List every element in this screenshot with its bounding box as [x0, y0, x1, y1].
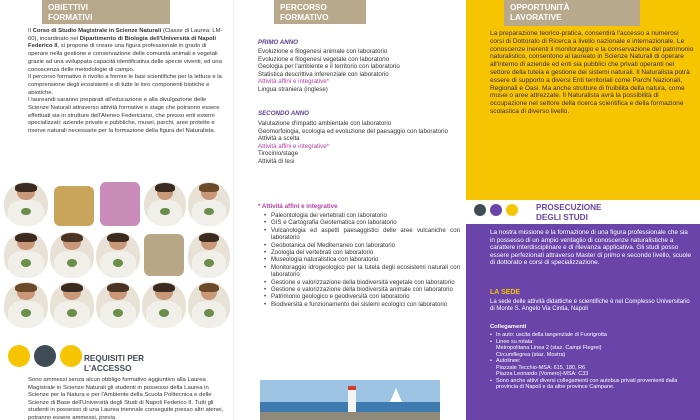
sede-text: La sede delle attività didattiche e scientifiche è nel Complesso Universitario di Monte S. Angelo Via Cintia, Napoli [490, 299, 690, 313]
list-item: Attività a scelta [258, 135, 300, 143]
list-item: • Patrimonio geologico e geodiversità con laboratorio [264, 293, 460, 300]
lighthouse-icon [348, 386, 356, 412]
list-item: Evoluzione e filogenesi vegetale con laboratorio [258, 55, 390, 63]
student-photo [188, 182, 230, 226]
prosecuzione-title-line2: DEGLI STUDI [536, 212, 588, 222]
list-item: • In auto: uscita della tangenziale di Fuorigrotta [490, 332, 694, 339]
student-photo [96, 282, 140, 328]
decorative-dot-icon [490, 204, 502, 216]
intro-course-name: Corso di Studio Magistrale in Scienze Naturali [32, 28, 162, 34]
intro-mid: (Classe di Laurea: LM-60), incardinato nel [28, 28, 223, 42]
intro-rest: , si propone di creare una figura professionale in grado di operare nella gestione e conservazione delle comunità animali e vegetali grazie ad una sviluppata capacità identificativa delle specie viventi, ed una conoscenza delle metodologie di campo. [28, 43, 222, 73]
list-item: • Monitoraggio idrogeologico per la tutela degli ecosistemi naturali con laboratorio [264, 264, 460, 279]
list-item-highlight: Attività affini e integrative* [258, 142, 330, 150]
student-photo [4, 182, 48, 226]
intro-pre: Il [28, 28, 33, 34]
decorative-circle-icon [34, 345, 56, 367]
list-item-highlight: Attività affini e integrative* [258, 78, 330, 86]
obiettivi-text [28, 28, 224, 136]
student-photo [188, 232, 230, 278]
decorative-circle-icon [8, 345, 30, 367]
list-item: Lingua straniera (inglese) [258, 85, 328, 93]
list-item: Attività di tesi [258, 157, 295, 165]
list-item: • Museologia naturalistica con laboratorio [264, 256, 460, 263]
orchid-flower-image [100, 182, 140, 226]
primo-anno-list [258, 48, 458, 94]
student-photo [142, 282, 186, 328]
list-item: Valutazione d'impatto ambientale con laboratorio [258, 120, 392, 127]
secondo-anno-heading: SECONDO ANNO [258, 110, 309, 117]
obiettivi-paragraph-3: I laureandi saranno preparati all'educazione e alla divulgazione delle Scienze Naturali attraverso attività formative e stage che potranno essere effettuati sia in strutture dell'Ateneo Federiciano, che presso enti esterni specializzati: aziende private e pubbliche, musei, parchi, aree protette e riserve naturali necessarie per la formazione della figura del Naturalista. [28, 97, 220, 135]
tab-title-line1: OBIETTIVI [48, 3, 89, 12]
requisiti-title-line1: REQUISITI PER [84, 354, 145, 363]
tab-title-line1: PERCORSO [280, 3, 327, 12]
list-item: • Linee su rotaia: [490, 339, 694, 346]
affini-list [264, 212, 460, 308]
list-item: • Biodiversità e funzionamento dei sistemi ecologici con laboratorio [264, 301, 460, 308]
skull-specimen-image [144, 234, 184, 276]
obiettivi-paragraph-2: Il percorso formativo è rivolto a fornire le basi scientifiche per la lettura e la comprensione degli ecosistemi e di tutte le loro componenti biotiche e abiotiche. [28, 74, 222, 96]
column-percorso [233, 0, 466, 420]
column-opportunita [466, 0, 700, 420]
decorative-dot-icon [474, 204, 486, 216]
opportunita-text: La preparazione teorico-pratica, consentirà l'accesso a numerosi corsi di Dottorato di Ricerca a livello nazionale e internazionale. Le conoscenze inerenti il monitoraggio e la conservazione del patrimonio naturalistico, consentono al laureato in Scienze Naturali di operare all'interno di aziende ed enti sia pubblici che privati operanti nel settore della tutela e gestione dei sistemi naturali. Il Naturalista potrà essere di supporto a diversi Enti territoriali come Parchi Nazionali, Regionali e Oasi. Ma anche strutture di fruibilità della natura, come musei o aree attrezzate. Il Naturalista avrà la possibilità di occupazione nel settore della ricerca scientifica e della formazione scolastica di diverso livello. [490, 30, 694, 115]
secondo-anno-list [258, 120, 458, 166]
student-photo [50, 232, 94, 278]
list-item: Circumflegrea (staz. Mostra) [496, 351, 566, 358]
student-photo [4, 282, 48, 328]
student-photo [96, 232, 140, 278]
affini-heading: * Attività affini e integrative [258, 203, 338, 210]
requisiti-text: Sono ammessi senza alcun obbligo formativo aggiuntivo alla Laurea Magistrale in Scienze Naturali gli studenti in possesso della Laurea in Scienze per la Natura e per l'Ambiente della Scuola Politecnica e delle Scienze di Base dell'Università degli Studi di Napoli Federico II. Tutti gli studenti in possesso di una Laurea triennale conseguite presso altri atenei, potranno essere ammessi, previa [28, 377, 224, 420]
list-item: • Paleontologia dei vertebrati con laboratorio [264, 212, 460, 219]
tab-opportunita-lavorative [504, 0, 640, 26]
tab-title-line2: FORMATIVO [280, 12, 329, 22]
requisiti-title [84, 354, 144, 373]
sede-title: LA SEDE [490, 289, 521, 296]
collegamenti-title: Collegamenti [490, 324, 527, 330]
list-item: Geologia per l'ambiente e il territorio con laboratorio [258, 63, 400, 71]
rock-shape [260, 412, 440, 420]
requisiti-title-line2: L'ACCESSO [84, 363, 132, 373]
prosecuzione-title [536, 203, 602, 222]
intro-paragraph [28, 28, 224, 74]
list-item: • GIS e Cartografia Geotematica con laboratorio [264, 219, 460, 226]
list-item: Tirocinio/stage [258, 150, 299, 158]
student-photo [188, 282, 230, 328]
lighthouse-photo [260, 380, 440, 420]
list-item: Statistica descrittiva inferenziale con laboratorio [258, 70, 389, 78]
fossil-specimen-image [54, 186, 94, 226]
list-item: • Zoologia dei vertebrati con laboratorio [264, 249, 460, 256]
list-item: Piazza Leonardo (Vomero)-MSA: C33 [496, 371, 589, 377]
tab-title-line2: LAVORATIVE [510, 12, 562, 22]
list-item: Piazzale Tecchio-MSA: 615, 180, R6 [496, 364, 586, 371]
list-item: • Autolinee: [490, 358, 694, 365]
decorative-circle-icon [60, 345, 82, 367]
list-item: • Gestione e valorizzazione della biodiversità vegetale con laboratorio [264, 279, 460, 286]
tab-percorso-formativo [274, 0, 366, 24]
list-item: • Vulcanologia ed aspetti paesaggistici delle aree vulcaniche con laboratorio [264, 227, 460, 242]
prosecuzione-title-line1: PROSECUZIONE [536, 203, 602, 212]
list-item: Metropolitana Linea 2 (staz. Campi Flegrei) [496, 345, 602, 351]
list-item: • Geobotanica del Mediterraneo con laboratorio [264, 242, 460, 249]
student-photo [144, 182, 186, 226]
tab-title-line2: FORMATIVI [48, 12, 93, 22]
student-photo [50, 282, 94, 328]
student-photo [4, 232, 48, 278]
collegamenti-list [490, 332, 694, 391]
list-item: Geomorfologia, ecologia ed evoluzione del paesaggio con laboratorio [258, 127, 448, 135]
list-item: • Gestione e valorizzazione della biodiversità animale con laboratorio [264, 286, 460, 293]
decorative-dot-icon [506, 204, 518, 216]
primo-anno-heading: PRIMO ANNO [258, 39, 298, 46]
intro-department: Dipartimento di Biologia dell'Università di Napoli Federico II [28, 35, 216, 50]
tab-obiettivi-formativi [42, 0, 170, 24]
list-item: • Sono anche attivi diversi collegamenti con autobus privati provenienti dalla provincia di Napoli e da altre province Campane. [490, 378, 694, 391]
students-photo-collage [4, 182, 230, 328]
column-obiettivi [0, 0, 233, 420]
missione-text: La nostra missione è la formazione di una figura professionale che sia in possesso di un ampio ventaglio di conoscenze naturalistiche a carattere interdisciplinare e di rilevanza applicativa. Gli studi posso essere perfezionati attraverso Master di primo e secondo livello, scuole di dottorato e corsi di specializzazione. [490, 229, 692, 267]
list-item: Evoluzione e filogenesi animale con laboratorio [258, 48, 388, 55]
tab-title-line1: OPPORTUNITÀ [510, 3, 570, 12]
sailboat-icon [390, 388, 402, 402]
